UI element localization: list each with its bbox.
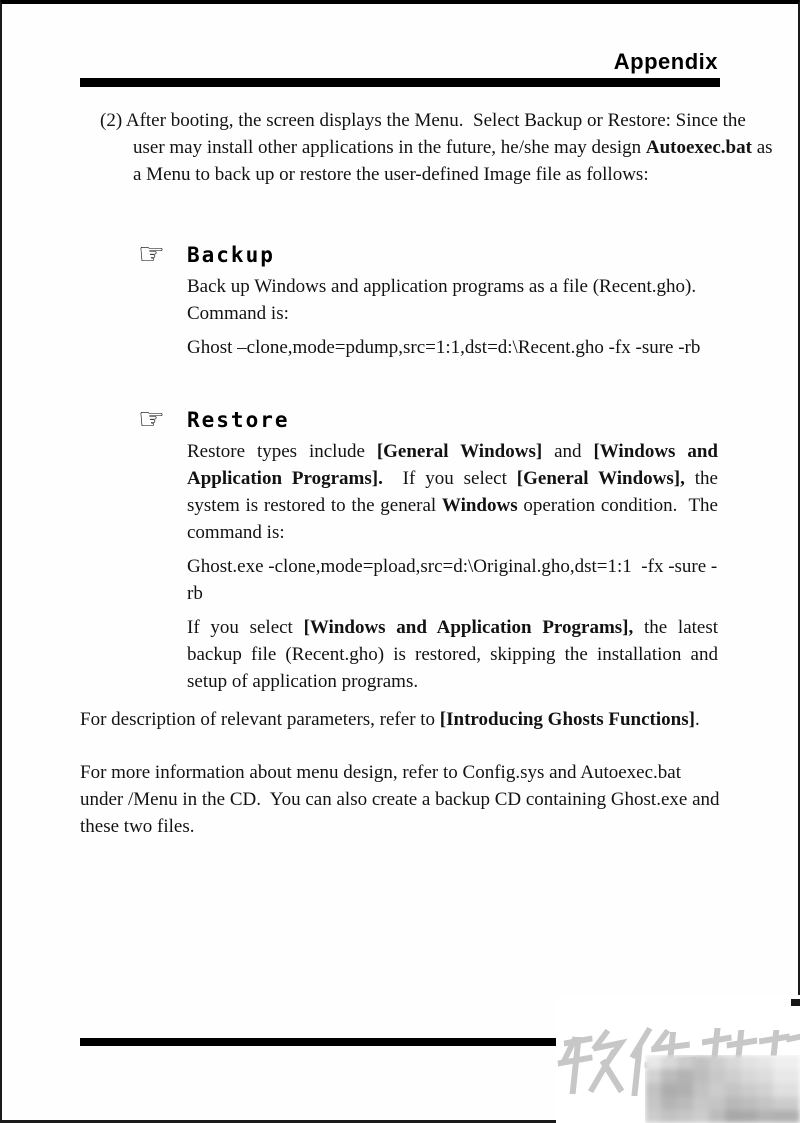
section-restore	[138, 402, 723, 702]
section-restore-heading	[138, 402, 720, 437]
restore-note: If you select [Windows and Application Programs], the latest backup file (Recent.gho) is restored, skipping the installation and setup of application programs.	[187, 617, 723, 692]
section-backup-body	[187, 273, 718, 361]
page-header-title: Appendix	[613, 49, 718, 74]
restore-description: Restore types include [General Windows] and [Windows and Application Programs]. If you select [General Windows], the system is restored to the general Windows operation condition. The command is:	[187, 441, 723, 543]
closing-paragraphs	[80, 706, 725, 847]
scan-artifact-mark	[791, 999, 800, 1006]
restore-command-line: Ghost.exe -clone,mode=pload,src=d:\Original.gho,dst=1:1 -fx -sure -rb	[187, 556, 718, 604]
header-rule	[80, 78, 720, 87]
closing-paragraph-menu-design: For more information about menu design, refer to Config.sys and Autoexec.bat under /Menu in the CD. You can also create a backup CD containing Ghost.exe and these two files.	[80, 762, 725, 837]
section-restore-title: Restore	[187, 408, 290, 432]
section-restore-body	[187, 438, 723, 695]
intro-paragraph: (2) After booting, the screen displays the Menu. Select Backup or Restore: Since the user may install other applications in the future, he/she may design Autoexec.bat as a Menu to back up or restore the user-defined Image file as follows:	[100, 110, 778, 185]
section-backup-title: Backup	[187, 243, 275, 267]
section-backup	[138, 237, 720, 368]
pointing-hand-icon: ☞	[138, 402, 165, 437]
pointing-hand-icon: ☞	[138, 237, 165, 272]
backup-description: Back up Windows and application programs as a file (Recent.gho). Command is:	[187, 276, 701, 324]
closing-paragraph-parameters: For description of relevant parameters, refer to [Introducing Ghosts Functions].	[80, 709, 700, 730]
section-backup-heading	[138, 237, 720, 272]
censor-blur-patch	[645, 1055, 800, 1123]
backup-command-line: Ghost –clone,mode=pdump,src=1:1,dst=d:\Recent.gho -fx -sure -rb	[187, 337, 701, 358]
